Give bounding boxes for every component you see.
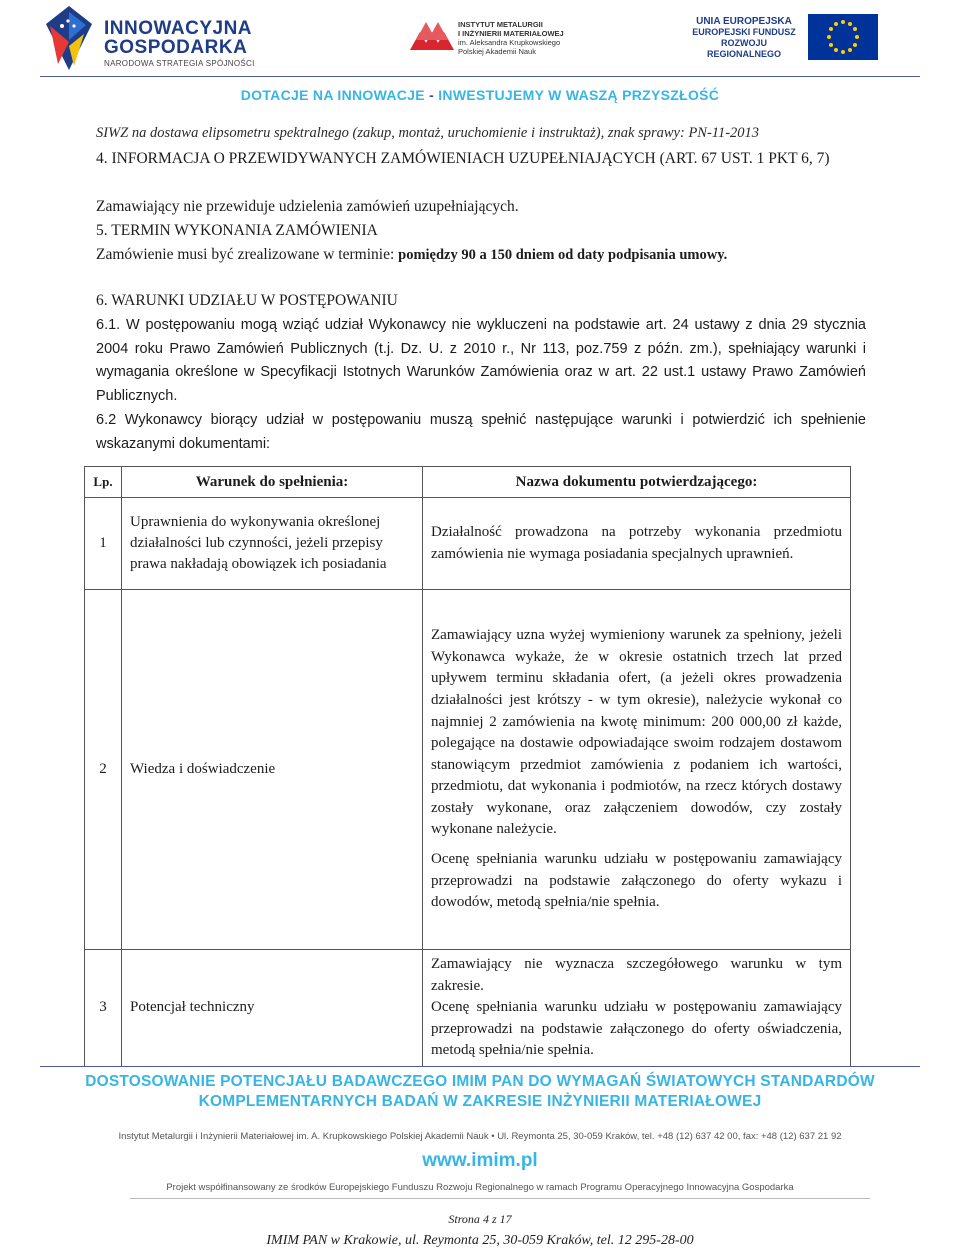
eu-logo-text xyxy=(688,16,800,60)
logo-center-line1: INSTYTUT METALURGII xyxy=(458,20,543,29)
row-number: 1 xyxy=(85,498,122,590)
page-current: 4 xyxy=(482,1212,489,1226)
logo-left-line1: INNOWACYJNA xyxy=(104,18,253,39)
header-lp: Lp. xyxy=(85,467,122,498)
footer-divider-2 xyxy=(130,1198,870,1199)
institute-address: Instytut Metalurgii i Inżynierii Materiałowej im. A. Krupkowskiego Polskiej Akademii Nauk • Ul. Reymonta 25, 30-059 Kraków, tel. +48 (12) 637 42 00, fax: +48 (12) 637 21 92 xyxy=(118,1131,842,1142)
eu-flag-icon xyxy=(808,14,878,60)
logo-right-line1: UNIA EUROPEJSKA xyxy=(696,16,792,27)
header-divider xyxy=(40,76,920,77)
row-condition: Wiedza i doświadczenie xyxy=(122,590,423,950)
slogan-right: INWESTUJEMY W WASZĄ PRZYSZŁOŚĆ xyxy=(438,87,720,103)
row-number: 2 xyxy=(85,590,122,950)
row-condition: Potencjał techniczny xyxy=(122,950,423,1067)
row-number: 3 xyxy=(85,950,122,1067)
header-document: Nazwa dokumentu potwierdzającego: xyxy=(423,467,851,498)
table-header-row xyxy=(85,467,851,498)
eu-logo xyxy=(688,10,938,66)
logo-center-line3: im. Aleksandra Krupkowskiego xyxy=(458,38,561,47)
cofinancing-note: Projekt współfinansowany ze środków Europejskiego Funduszu Rozwoju Regionalnego w ramach Programu Operacyjnego Innowacyjna Gospodarka xyxy=(166,1182,794,1193)
page-label: Strona xyxy=(448,1212,480,1226)
slogan-separator: - xyxy=(424,87,439,103)
project-title-line1: DOSTOSOWANIE POTENCJAŁU BADAWCZEGO IMIM PAN DO WYMAGAŃ ŚWIATOWYCH STANDARDÓW xyxy=(85,1073,875,1090)
document-paragraph: Ocenę spełniania warunku udziału w postępowaniu zamawiający przeprowadzi na podstawie załączonego do oferty oświadczenia, metodą spełnia/nie spełnia. xyxy=(431,999,842,1059)
innowacyjna-gospodarka-icon xyxy=(46,6,92,70)
section-5-text xyxy=(96,243,866,267)
section-6-title: 6. WARUNKI UDZIAŁU W POSTĘPOWANIU xyxy=(96,292,398,309)
document-paragraph: Ocenę spełniania warunku udziału w postępowaniu zamawiający przeprowadzi na podstawie załączonego do oferty wykazu i dowodów, metodą spełnia/nie spełnia. xyxy=(431,851,842,911)
logo-center-line2: I INŻYNIERII MATERIAŁOWEJ xyxy=(458,29,564,38)
table-row xyxy=(85,950,851,1067)
document-paragraph: Działalność prowadzona na potrzeby wykonania przedmiotu zamówienia nie wymaga posiadania specjalnych uprawnień. xyxy=(431,523,842,562)
slogan-left: DOTACJE NA INNOWACJE xyxy=(240,87,425,103)
document-paragraph: Zamawiający nie wyznacza szczegółowego warunku w tym zakresie. xyxy=(431,956,842,994)
requirements-table xyxy=(84,466,851,1067)
document-paragraph: Zamawiający uzna wyżej wymieniony warunek za spełniony, jeżeli Wykonawca wykaże, że w okresie ostatnich trzech lat przed upływem terminu składania ofert, (a jeżeli okres prowadzenia działalności jest krótszy - w tym okresie), należycie wykonał co najmniej 2 zamówienia na kwotę minimum: 200 000,00 zł każde, polegające na dostawie odpowiadające swoim rodzajem dostawom stanowiącym przedmiot zamówienia z podaniem ich wartości, przedmiotu, dat wykonania i podmiotów, na rzecz których dostawy zostały wykonane, oraz załączeniem dowodów, czy zostały wykonane należycie. xyxy=(431,627,842,838)
row-document xyxy=(423,950,851,1067)
imim-footer-address: IMIM PAN w Krakowie, ul. Reymonta 25, 30-059 Kraków, tel. 12 295-28-00 xyxy=(266,1233,694,1248)
logo-center-line4: Polskiej Akademii Nauk xyxy=(458,47,536,56)
website-link[interactable]: www.imim.pl xyxy=(422,1150,538,1171)
section-4-text: Zamawiający nie przewiduje udzielenia zamówień uzupełniających. xyxy=(96,198,519,215)
section-6-2: 6.2 Wykonawcy biorący udział w postępowaniu muszą spełnić następujące warunki i potwierdzić ich spełnienie wskazanymi dokumentami: xyxy=(96,412,866,452)
header-condition: Warunek do spełnienia: xyxy=(122,467,423,498)
section-5-title: 5. TERMIN WYKONANIA ZAMÓWIENIA xyxy=(96,222,378,239)
page-number xyxy=(0,1212,960,1227)
project-title-line2: KOMPLEMENTARNYCH BADAŃ W ZAKRESIE INŻYNIERII MATERIAŁOWEJ xyxy=(198,1093,762,1110)
imim-icon xyxy=(410,20,462,60)
logo-left-line2: GOSPODARKA xyxy=(104,37,248,58)
section-4-title: 4. INFORMACJA O PRZEWIDYWANYCH ZAMÓWIENIACH UZUPEŁNIAJĄCYCH (ART. 67 UST. 1 PKT 6, 7) xyxy=(96,150,830,167)
siwz-running-header: SIWZ na dostawa elipsometru spektralnego (zakup, montaż, uruchomienie i instruktaż), znak sprawy: PN-11-2013 xyxy=(96,125,760,141)
section-5-deadline: pomiędzy 90 a 150 dniem od daty podpisania umowy. xyxy=(398,247,728,263)
header-slogan xyxy=(0,87,960,103)
page-separator: z xyxy=(491,1212,497,1226)
row-condition: Uprawnienia do wykonywania określonej działalności lub czynności, jeżeli przepisy prawa nakładają obowiązek ich posiadania xyxy=(122,498,423,590)
logo-right-line3: ROZWOJU REGIONALNEGO xyxy=(706,38,781,59)
imim-logo xyxy=(410,14,600,64)
logo-left-line3: NARODOWA STRATEGIA SPÓJNOŚCI xyxy=(104,59,255,68)
row-document xyxy=(423,498,851,590)
row-document xyxy=(423,590,851,950)
section-6-1: 6.1. W postępowaniu mogą wziąć udział Wykonawcy nie wykluczeni na podstawie art. 24 ustawy z dnia 29 stycznia 2004 roku Prawo Zamówień Publicznych (t.j. Dz. U. z 2010 r., Nr 113, poz.759 z późn. zm.), spełniający warunki i wymagania określone w Specyfikacji Istotnych Warunków Zamówienia oraz w art. 22 ust.1 ustawy Prawo Zamówień Publicznych. xyxy=(96,317,866,404)
table-row xyxy=(85,498,851,590)
logo-right-line2: EUROPEJSKI FUNDUSZ xyxy=(692,27,796,37)
page-total: 17 xyxy=(499,1212,512,1226)
footer-divider xyxy=(40,1066,920,1067)
table-row xyxy=(85,590,851,950)
section-5-text-lead: Zamówienie musi być zrealizowane w terminie: xyxy=(96,246,399,263)
innowacyjna-gospodarka-logo xyxy=(40,6,280,72)
imim-logo-text xyxy=(458,20,564,56)
